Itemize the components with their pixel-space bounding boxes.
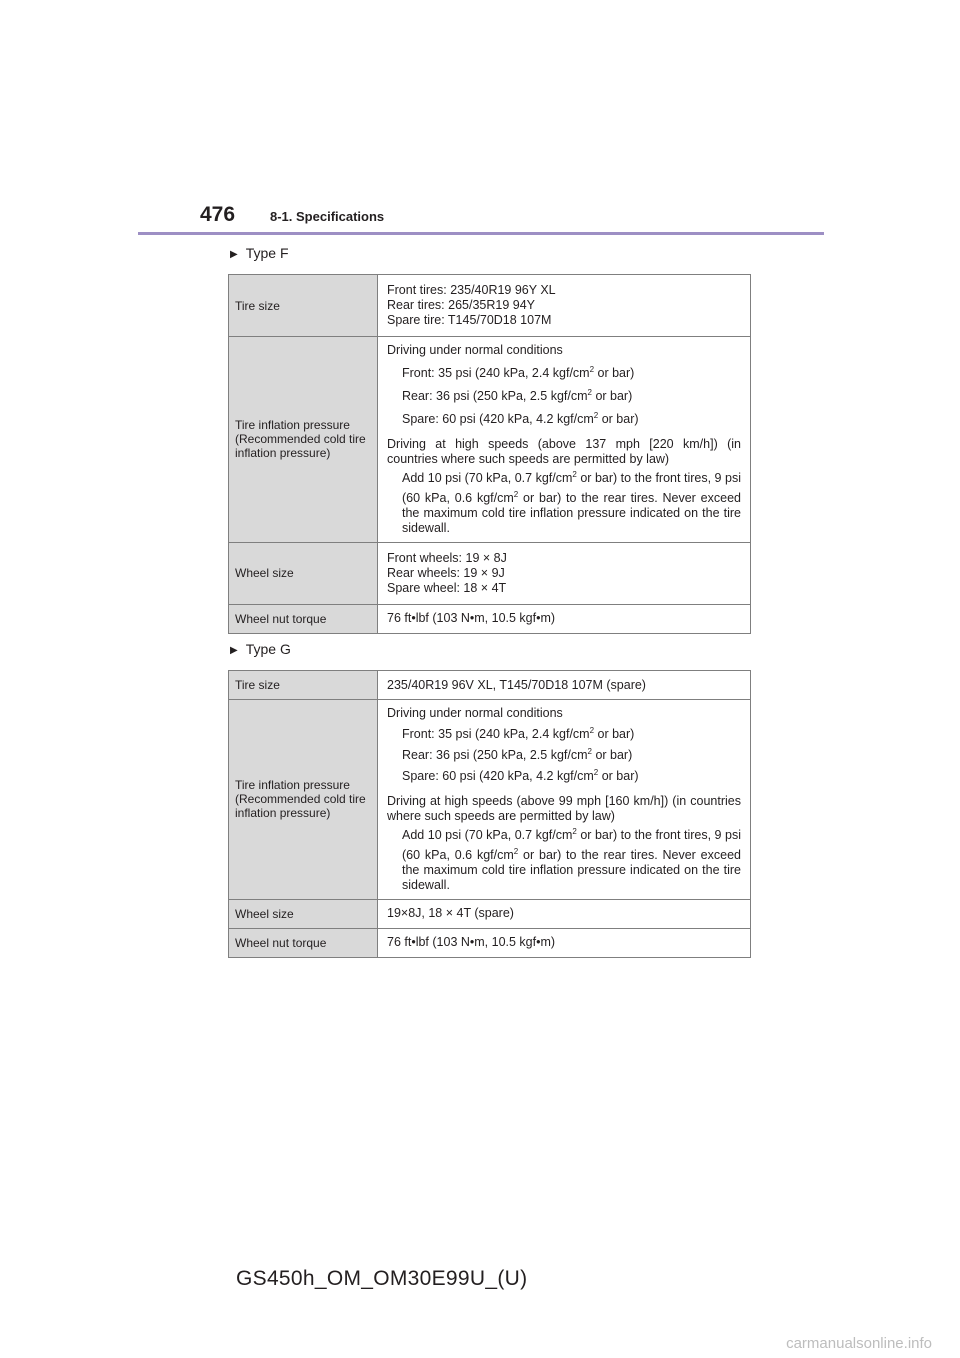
wheel-size-label: Wheel size	[229, 899, 378, 928]
normal-front: Front: 35 psi (240 kPa, 2.4 kgf/$cm^2$ or bar)	[402, 365, 635, 381]
normal-rear: Rear: 36 psi (250 kPa, 2.5 kgf/$cm^2$ or bar)	[402, 747, 633, 763]
wheel-size-value: 19×8J, 18 × 4T (spare)	[378, 899, 751, 928]
tire-size-line: Front tires: 235/40R19 96Y XL	[387, 283, 556, 297]
inflation-value	[378, 337, 751, 543]
table-row	[229, 928, 751, 957]
normal-front: Front: 35 psi (240 kPa, 2.4 kgf/$cm^2$ or bar)	[402, 726, 635, 742]
table-row	[229, 275, 751, 337]
type-f-label: Type F	[245, 245, 289, 261]
inflation-label: Tire inflation pressure (Recommended cold tire inflation pressure)	[229, 337, 378, 543]
normal-heading: Driving under normal conditions	[387, 706, 563, 720]
torque-value: 76 ft•lbf (103 N•m, 10.5 kgf•m)	[378, 604, 751, 633]
wheel-size-line: Rear wheels: 19 × 9J	[387, 565, 505, 580]
wheel-size-value	[378, 542, 751, 604]
tire-size-label: Tire size	[229, 275, 378, 337]
high-speed-heading: Driving at high speeds (above 99 mph [160 km/h]) (in countries where such speeds are permitted by law)	[387, 794, 741, 824]
normal-spare: Spare: 60 psi (420 kPa, 4.2 kgf/$cm^2$ or bar)	[402, 768, 639, 784]
tire-size-line: Rear tires: 265/35R19 94Y	[387, 298, 536, 312]
inflation-label: Tire inflation pressure (Recommended cold tire inflation pressure)	[229, 700, 378, 900]
normal-heading: Driving under normal conditions	[387, 343, 563, 357]
arrow-right-icon: ▶	[230, 645, 238, 656]
normal-rear: Rear: 36 psi (250 kPa, 2.5 kgf/$cm^2$ or bar)	[402, 388, 633, 404]
high-speed-heading: Driving at high speeds (above 137 mph [220 km/h]) (in countries where such speeds are permitted by law)	[387, 437, 741, 467]
wheel-size-label: Wheel size	[229, 542, 378, 604]
table-row	[229, 604, 751, 633]
type-g-spec-table	[228, 670, 751, 958]
type-f-spec-table	[228, 274, 751, 634]
torque-label: Wheel nut torque	[229, 604, 378, 633]
torque-value: 76 ft•lbf (103 N•m, 10.5 kgf•m)	[378, 928, 751, 957]
tire-size-value: 235/40R19 96V XL, T145/70D18 107M (spare)	[378, 671, 751, 700]
table-row	[229, 899, 751, 928]
tire-size-label: Tire size	[229, 671, 378, 700]
inflation-value	[378, 700, 751, 900]
tire-size-value	[378, 275, 751, 337]
document-code: GS450h_OM_OM30E99U_(U)	[236, 1267, 528, 1290]
type-f-heading	[230, 245, 289, 261]
tire-size-line: Spare tire: T145/70D18 107M	[387, 313, 552, 327]
table-row	[229, 542, 751, 604]
header-rule	[138, 232, 824, 235]
table-row	[229, 700, 751, 900]
page-number: 476	[200, 203, 236, 226]
wheel-size-line: Front wheels: 19 × 8J	[387, 550, 507, 565]
table-row	[229, 337, 751, 543]
table-row	[229, 671, 751, 700]
section-title: 8-1. Specifications	[270, 209, 385, 224]
high-speed-instruction: Add 10 psi (70 kPa, 0.7 kgf/$cm^2$ or bar) to the front tires, 9 psi (60 kPa, 0.6 kgf/$cm^2$ or bar) to the rear tires. Never exceed the maximum cold tire inflation pressure indicated on the tire sidewall.	[402, 470, 741, 535]
type-g-label: Type G	[245, 641, 291, 657]
arrow-right-icon: ▶	[230, 249, 238, 260]
watermark: carmanualsonline.info	[786, 1335, 932, 1352]
torque-label: Wheel nut torque	[229, 928, 378, 957]
normal-spare: Spare: 60 psi (420 kPa, 4.2 kgf/$cm^2$ or bar)	[402, 411, 639, 427]
wheel-size-line: Spare wheel: 18 × 4T	[387, 580, 507, 595]
high-speed-instruction: Add 10 psi (70 kPa, 0.7 kgf/$cm^2$ or bar) to the front tires, 9 psi (60 kPa, 0.6 kgf/$cm^2$ or bar) to the rear tires. Never exceed the maximum cold tire inflation pressure indicated on the tire sidewall.	[402, 827, 741, 892]
type-g-heading	[230, 641, 291, 657]
